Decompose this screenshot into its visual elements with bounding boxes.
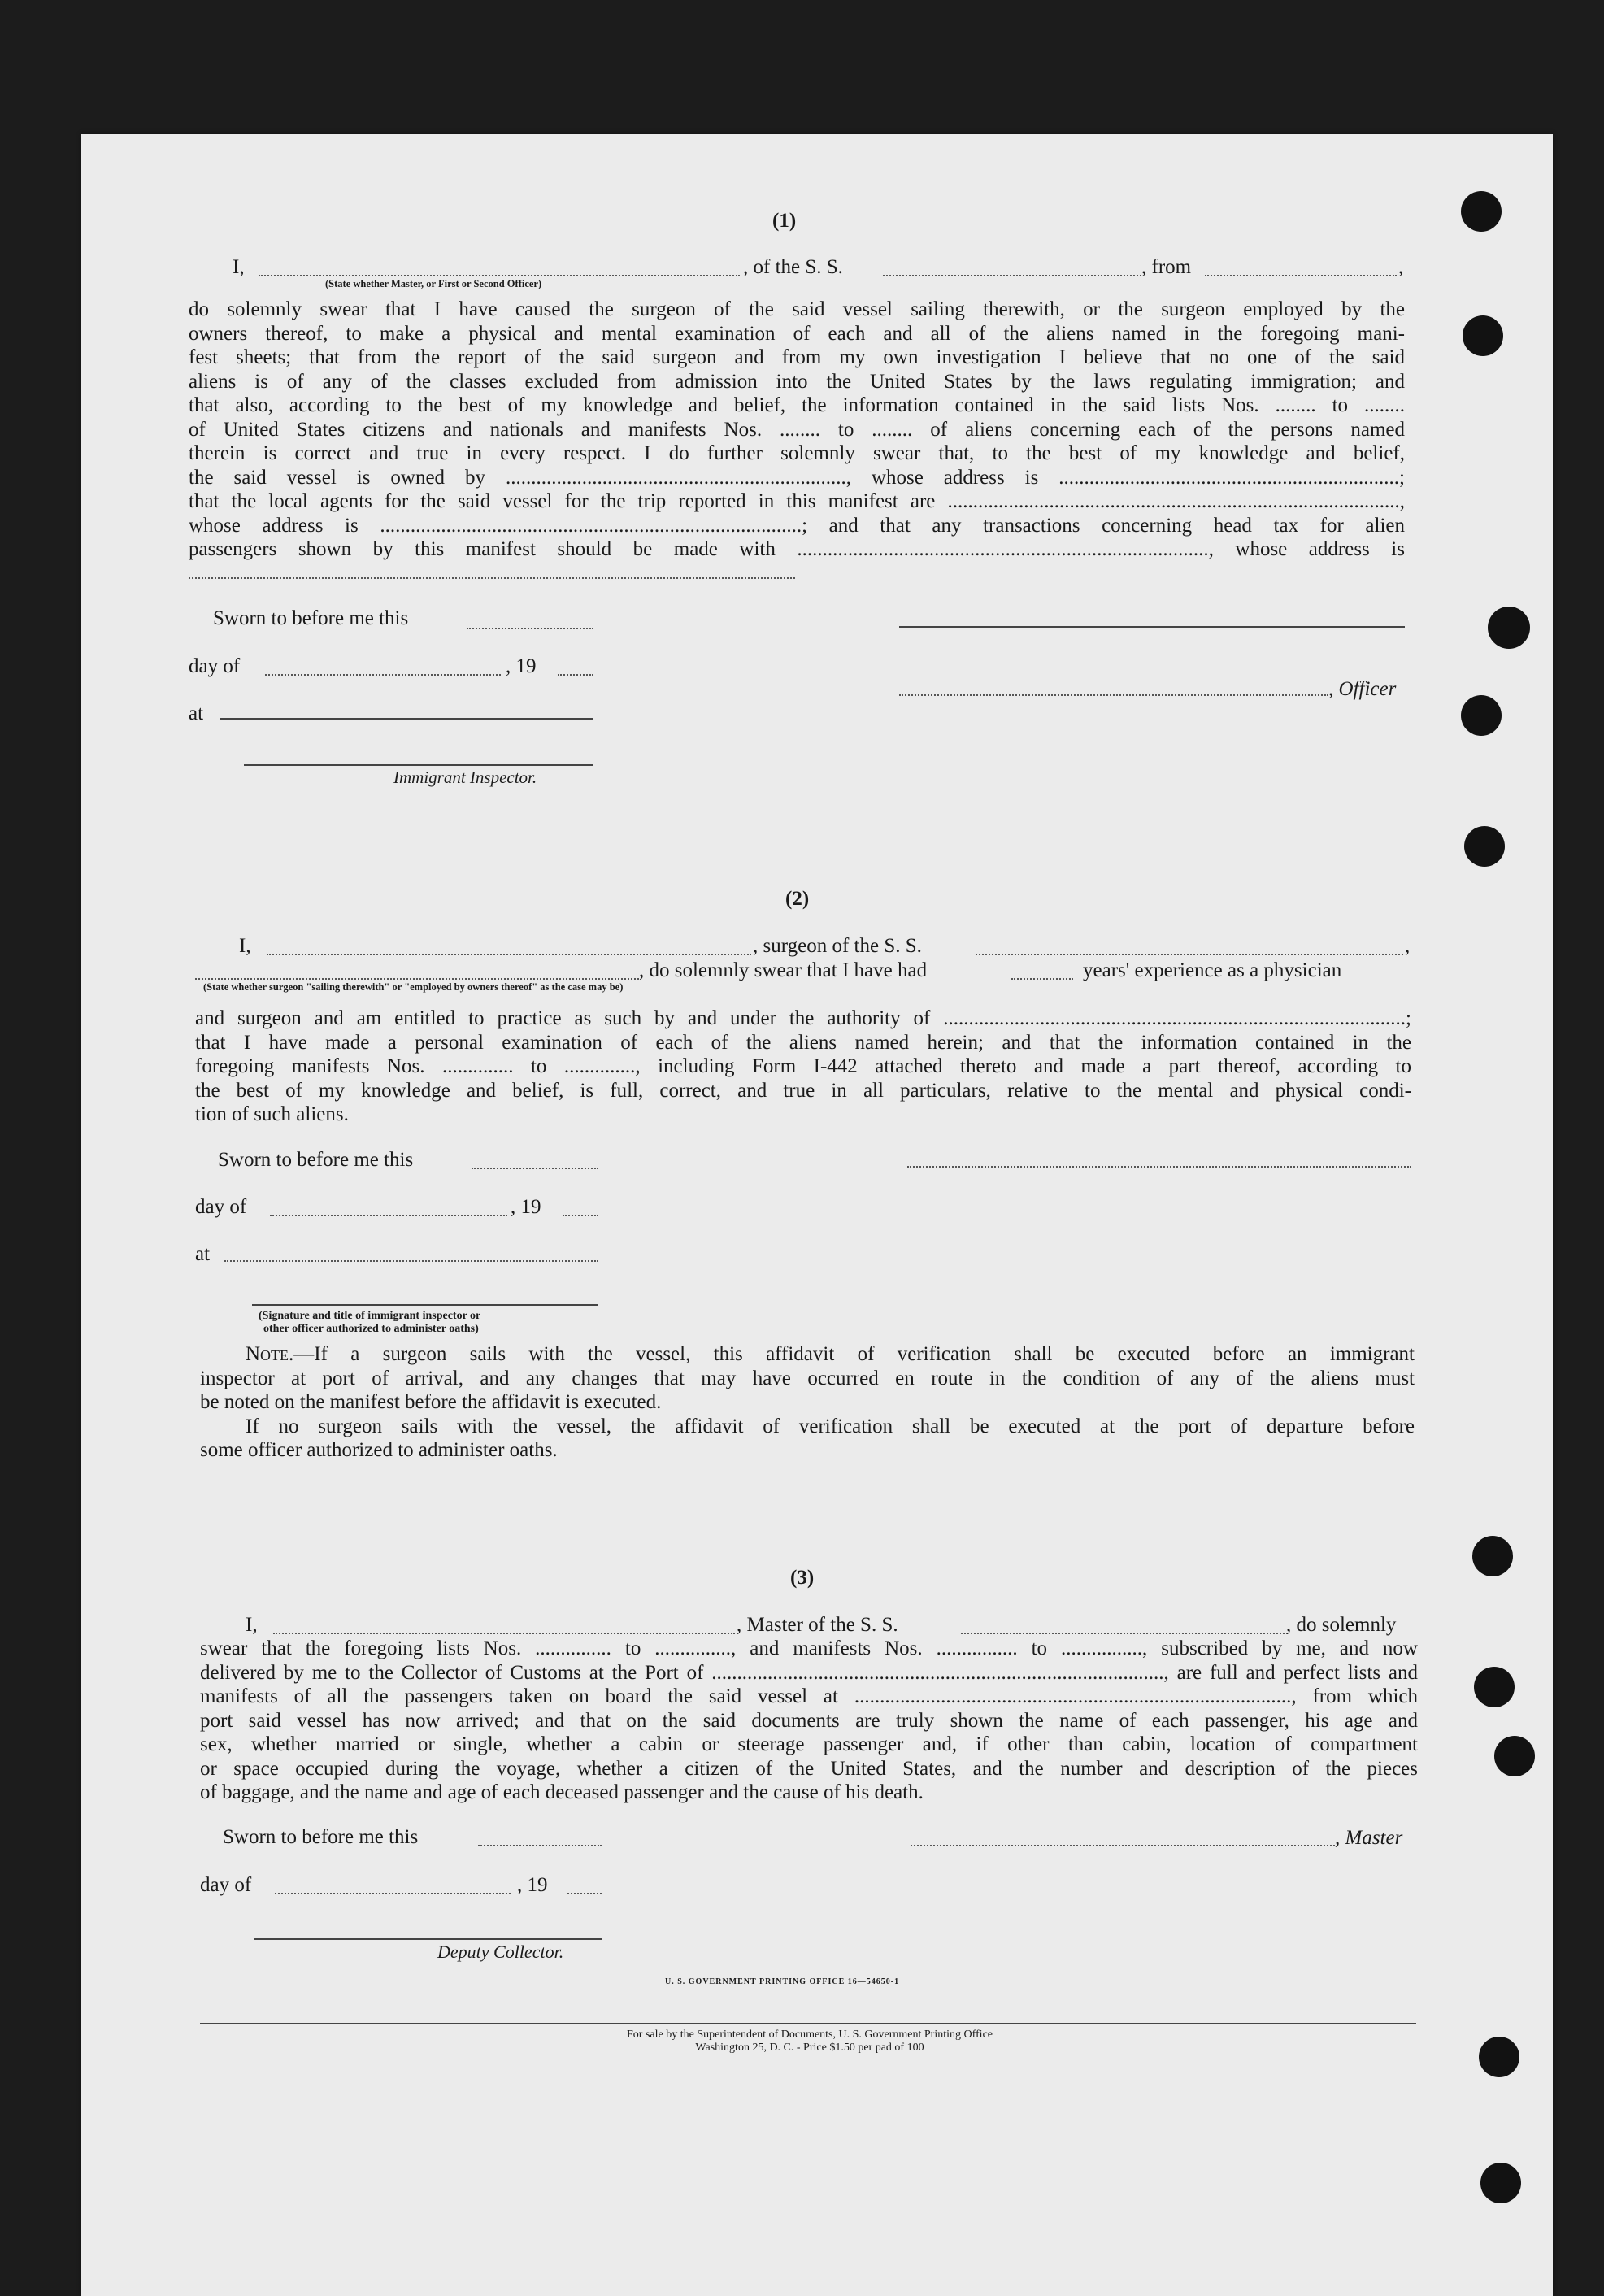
sale-line-1: For sale by the Superintendent of Documents, U. S. Government Printing Office [627,2029,993,2041]
note-line: inspector at port of arrival, and any changes that may have occurred en route in the condition of any of the aliens must [200,1367,1415,1389]
sworn-label: Sworn to before me this [218,1149,414,1171]
body-line: port said vessel has now arrived; and that on the said documents are truly shown the name of each passenger, his age and [200,1709,1418,1732]
note-line [200,1342,1415,1367]
body-line: that the local agents for the said vessel for the trip reported in this manifest are ........................................................................................., [189,490,1405,512]
surgeon-status-field[interactable] [195,978,639,980]
day-of-label: day of [189,655,241,677]
sale-notice [444,2029,1176,2055]
footer-rule [200,2023,1416,2024]
officer-name-field[interactable] [259,275,740,276]
from-port-field[interactable] [1205,275,1397,276]
binder-hole [1474,1667,1515,1707]
officer-title-field[interactable] [899,694,1328,696]
note-text: —If a surgeon sails with the vessel, this affidavit of verification shall be executed before an immigrant [293,1343,1415,1365]
at-label: at [189,702,204,724]
officer-signature-line[interactable] [899,626,1405,628]
body-line: tion of such aliens. [195,1103,349,1125]
day-of-label: day of [195,1196,247,1218]
signature-note-2: other officer authorized to administer oaths) [263,1323,479,1335]
printing-office-code: U. S. GOVERNMENT PRINTING OFFICE 16—54650-1 [665,1977,900,1986]
sworn-date-field[interactable] [467,628,593,629]
section-1-body [189,298,1405,562]
section-2-note [200,1342,1415,1463]
note-line: be noted on the manifest before the affidavit is executed. [200,1391,662,1413]
section-2-lead: I, [239,935,251,957]
at-place-field[interactable] [220,718,593,720]
section-2-body [195,1007,1411,1127]
from-label: , from [1141,256,1192,278]
master-label: , Master [1335,1827,1403,1849]
binder-hole [1472,1536,1513,1576]
body-line: the said vessel is owned by ..................................................................., whose address is ...................................................................; [189,466,1405,489]
master-name-field[interactable] [273,1633,735,1634]
sworn-date-field[interactable] [478,1845,602,1846]
surgeon-of-label: , surgeon of the S. S. [753,935,922,957]
body-line: fest sheets; that from the report of the said surgeon and from my own investigation I believe that no one of the said [189,346,1405,368]
body-line: delivered by me to the Collector of Customs at the Port of ........................................................................................., are full and perfect lists and [200,1661,1418,1684]
body-line: therein is correct and true in every respect. I do further solemnly swear that, to the best of my knowledge and belief, [189,442,1405,464]
section-1-lead: I, [233,256,245,278]
sworn-date-field[interactable] [472,1168,598,1169]
body-line: of United States citizens and nationals and manifests Nos. ........ to ........ of aliens concerning each of the persons named [189,418,1405,441]
solemnly-label: , do solemnly [1286,1614,1397,1636]
master-of-label: , Master of the S. S. [737,1614,898,1636]
binder-hole [1464,826,1505,867]
swear-label: , do solemnly swear that I have had [639,959,928,981]
collector-label: Deputy Collector. [437,1942,564,1962]
binder-hole [1463,315,1503,356]
year-label: , 19 [517,1874,548,1896]
of-ss-label: , of the S. S. [743,256,843,278]
inspector-label: Immigrant Inspector. [393,768,537,787]
at-place-field[interactable] [224,1260,598,1262]
body-line: or space occupied during the voyage, whether a citizen of the United States, and the number and description of the pieces [200,1757,1418,1780]
comma: , [1405,935,1411,957]
surgeon-signature-line[interactable] [907,1166,1411,1168]
body-line: whose address is ...................................................................................; and that any transactions concerning head tax for alien [189,514,1405,537]
day-of-field[interactable] [275,1893,511,1894]
body-line: sex, whether married or single, whether a cabin or steerage passenger and, if other than cabin, location of compartment [200,1733,1418,1755]
section-2-number: (2) [785,888,810,910]
sworn-label: Sworn to before me this [223,1826,419,1848]
year-field[interactable] [563,1215,598,1216]
body-line: that also, according to the best of my knowledge and belief, the information contained in the said lists Nos. ........ to ........ [189,394,1405,416]
continuation-field[interactable] [189,577,795,579]
binder-hole [1488,607,1530,649]
body-line: manifests of all the passengers taken on board the said vessel at ......................................................................................, from which [200,1685,1418,1707]
years-field[interactable] [1011,978,1073,980]
section-3-lead: I, [246,1614,258,1636]
section-1-number: (1) [772,210,797,232]
body-line: swear that the foregoing lists Nos. ............... to ..............., and manifests Nos. ................ to ................, subscribed by me, and now [200,1637,1418,1659]
body-line: foregoing manifests Nos. .............. to .............., including Form I-442 attached thereto and made a part thereof, according to [195,1055,1411,1077]
day-of-field[interactable] [265,674,501,676]
body-line: of baggage, and the name and age of each deceased passenger and the cause of his death. [200,1781,924,1803]
body-line: do solemnly swear that I have caused the surgeon of the said vessel sailing therewith, or the surgeon employed by the [189,298,1405,320]
binder-hole [1461,695,1502,736]
year-label: , 19 [511,1196,541,1218]
body-line: owners thereof, to make a physical and mental examination of each and all of the aliens named in the foregoing mani- [189,322,1405,345]
signature-note-1: (Signature and title of immigrant inspector or [259,1310,481,1322]
body-line: the best of my knowledge and belief, is full, correct, and true in all particulars, relative to the mental and physical condi- [195,1079,1411,1102]
binder-hole [1494,1736,1535,1776]
body-line: passengers shown by this manifest should be made with ................................................................................., whose address is [189,538,1405,560]
officer-label: , Officer [1328,678,1397,700]
sworn-label: Sworn to before me this [213,607,409,629]
surgeon-vessel-field[interactable] [976,954,1403,955]
at-label: at [195,1243,211,1265]
binder-hole [1479,2037,1519,2077]
binder-hole [1480,2163,1521,2203]
year-field[interactable] [567,1893,602,1894]
binder-hole [1461,191,1502,232]
section-3-body [200,1637,1418,1805]
comma: , [1398,256,1404,278]
sale-line-2: Washington 25, D. C. - Price $1.50 per pad of 100 [695,2042,924,2054]
authorized-signature-line[interactable] [252,1304,598,1306]
year-field[interactable] [558,674,593,676]
day-of-field[interactable] [270,1215,507,1216]
surgeon-name-field[interactable] [267,954,751,955]
note-line: some officer authorized to administer oaths. [200,1439,558,1461]
section-3-number: (3) [790,1567,815,1589]
body-line: aliens is of any of the classes excluded from admission into the United States by the laws regulating immigration; and [189,370,1405,393]
day-of-label: day of [200,1874,252,1896]
body-line: and surgeon and am entitled to practice as such by and under the authority of ...........................................................................................; [195,1007,1411,1029]
master-signature-line[interactable] [911,1845,1335,1846]
body-line: that I have made a personal examination of each of the aliens named herein; and that the information contained in the [195,1031,1411,1054]
year-label: , 19 [506,655,537,677]
years-label: years' experience as a physician [1083,959,1342,981]
master-vessel-field[interactable] [961,1633,1288,1634]
note-label: Note. [246,1343,294,1365]
note-line: If no surgeon sails with the vessel, the affidavit of verification shall be executed at the port of departure before [246,1415,1415,1437]
surgeon-note: (State whether surgeon "sailing therewith" or "employed by owners thereof" as the case may be) [203,981,624,993]
vessel-name-field[interactable] [883,275,1141,276]
officer-note: (State whether Master, or First or Second Officer) [325,278,542,289]
